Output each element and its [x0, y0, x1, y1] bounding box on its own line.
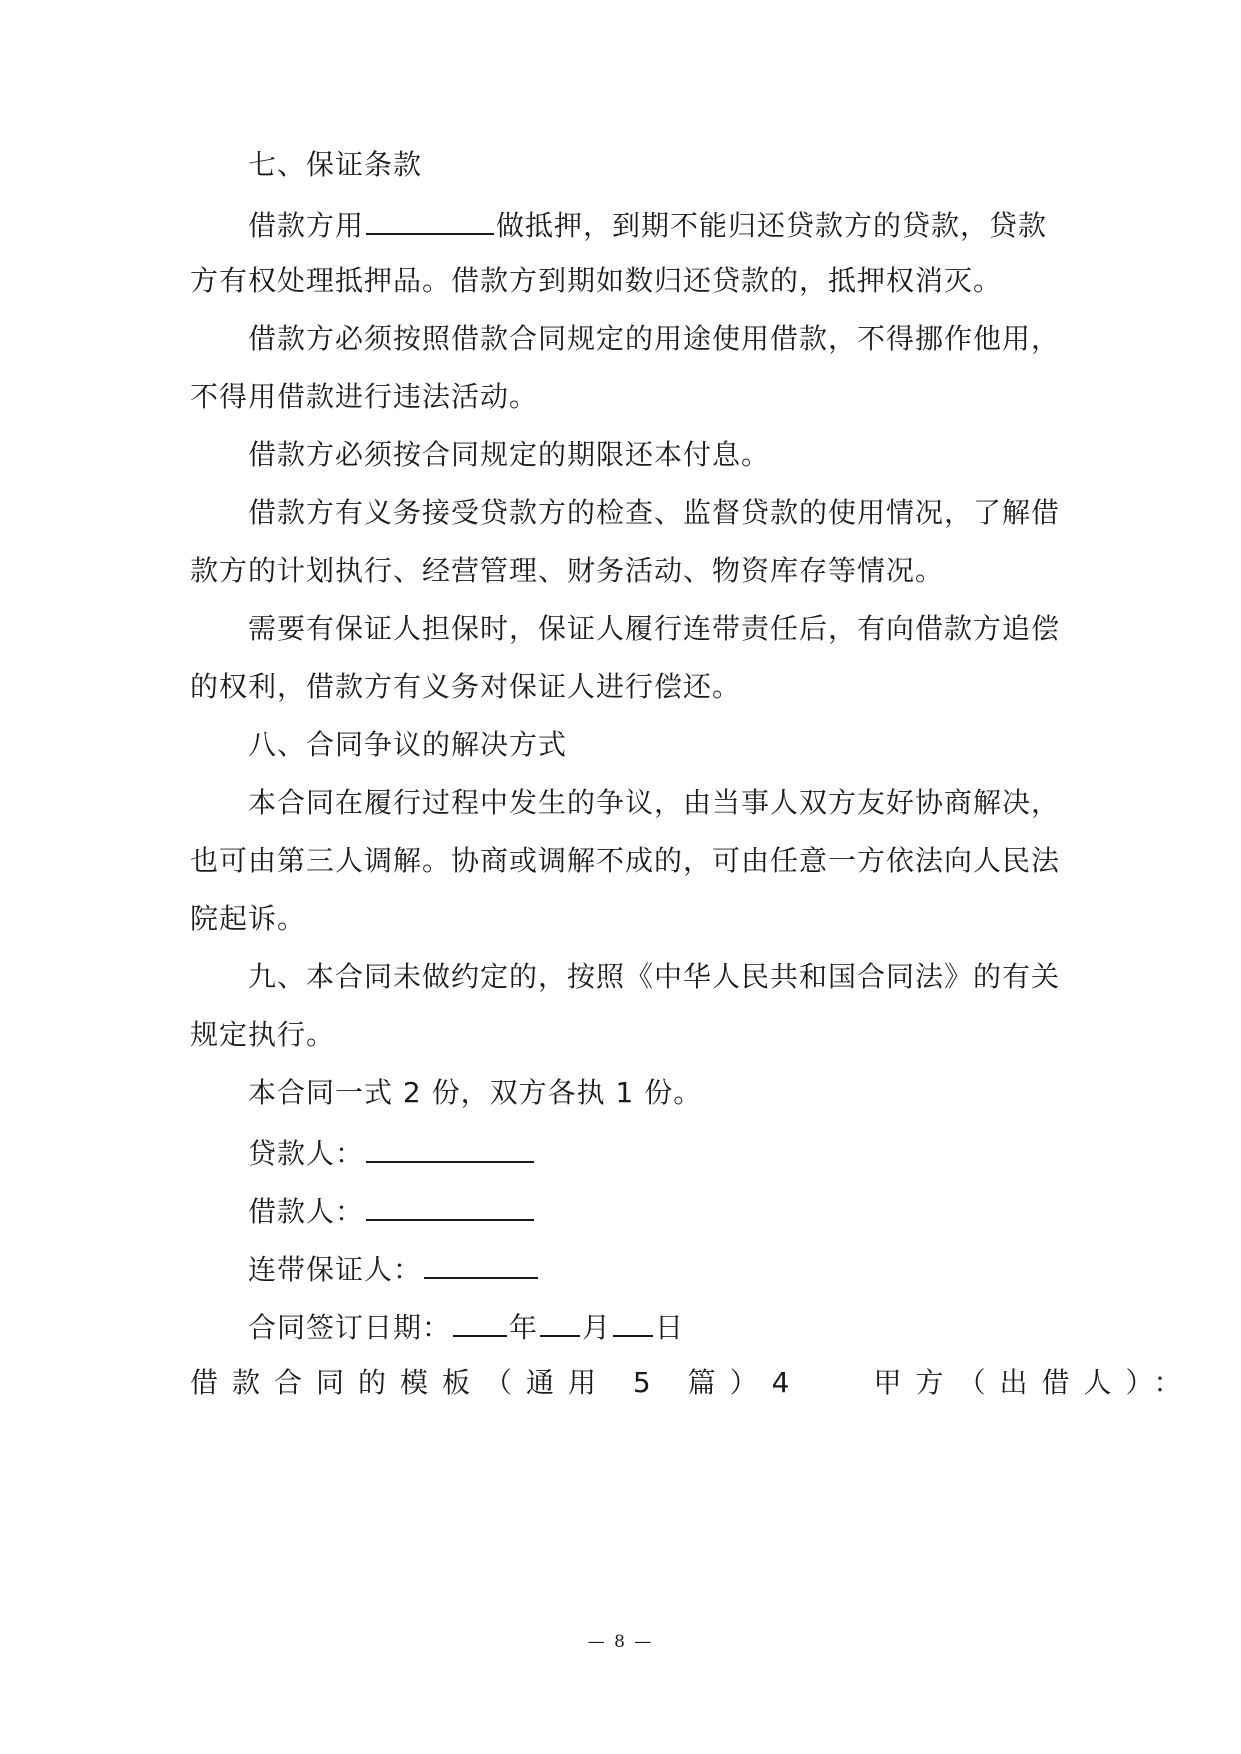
section-heading-7: 七、保证条款: [248, 148, 423, 181]
paragraph-line: 本合同一式 2 份，双方各执 1 份。: [248, 1076, 703, 1109]
year-label: 年: [509, 1311, 539, 1344]
lender-label: 贷款人：: [248, 1137, 365, 1170]
paragraph-line: 院起诉。: [190, 902, 307, 935]
next-document-party: 甲方（出借人）：: [873, 1366, 1196, 1399]
month-label: 月: [582, 1311, 612, 1344]
paragraph-line: 规定执行。: [190, 1018, 336, 1051]
borrower-signature-line: [248, 1189, 1118, 1232]
day-blank: [613, 1305, 653, 1337]
paragraph-line: 九、本合同未做约定的，按照《中华人民共和国合同法》的有关: [248, 960, 1061, 993]
paragraph-line: 借款方有义务接受贷款方的检查、监督贷款的使用情况，了解借: [248, 496, 1061, 529]
guarantor-label: 连带保证人：: [248, 1253, 423, 1286]
paragraph-line: 也可由第三人调解。协商或调解不成的，可由任意一方依法向人民法: [190, 844, 1061, 877]
month-blank: [540, 1305, 580, 1337]
lender-signature-line: [248, 1131, 1118, 1174]
date-label: 合同签订日期：: [248, 1311, 452, 1344]
page-number: — 8 —: [587, 1632, 654, 1652]
paragraph-line: 借款方必须按合同规定的期限还本付息。: [248, 438, 771, 471]
paragraph-line: 借款方必须按照借款合同规定的用途使用借款，不得挪作他用，: [248, 322, 1061, 355]
signing-date-line: [248, 1305, 1118, 1348]
paragraph-line: [248, 203, 1118, 246]
paragraph-line: 方有权处理抵押品。借款方到期如数归还贷款的，抵押权消灭。: [190, 264, 1003, 297]
paragraph-line: 款方的计划执行、经营管理、财务活动、物资库存等情况。: [190, 554, 945, 587]
year-blank: [453, 1305, 507, 1337]
day-label: 日: [655, 1311, 685, 1344]
next-document-title: 借款合同的模板（通用 5 篇）4: [190, 1366, 804, 1399]
borrower-label: 借款人：: [248, 1195, 365, 1228]
paragraph-text: 做抵押，到期不能归还贷款方的贷款，贷款: [496, 209, 1048, 242]
paragraph-line: 不得用借款进行违法活动。: [190, 380, 539, 413]
paragraph-text: 借款方用: [248, 209, 365, 242]
paragraph-line: 需要有保证人担保时，保证人履行连带责任后，有向借款方追偿: [248, 612, 1061, 645]
paragraph-line: 本合同在履行过程中发生的争议，由当事人双方友好协商解决，: [248, 786, 1061, 819]
next-document-heading: [190, 1363, 1196, 1403]
borrower-blank: [366, 1189, 534, 1221]
guarantor-blank: [424, 1247, 538, 1279]
lender-blank: [366, 1131, 534, 1163]
guarantor-signature-line: [248, 1247, 1118, 1290]
collateral-blank: [366, 203, 494, 235]
section-heading-8: 八、合同争议的解决方式: [248, 728, 568, 761]
paragraph-line: 的权利，借款方有义务对保证人进行偿还。: [190, 670, 742, 703]
